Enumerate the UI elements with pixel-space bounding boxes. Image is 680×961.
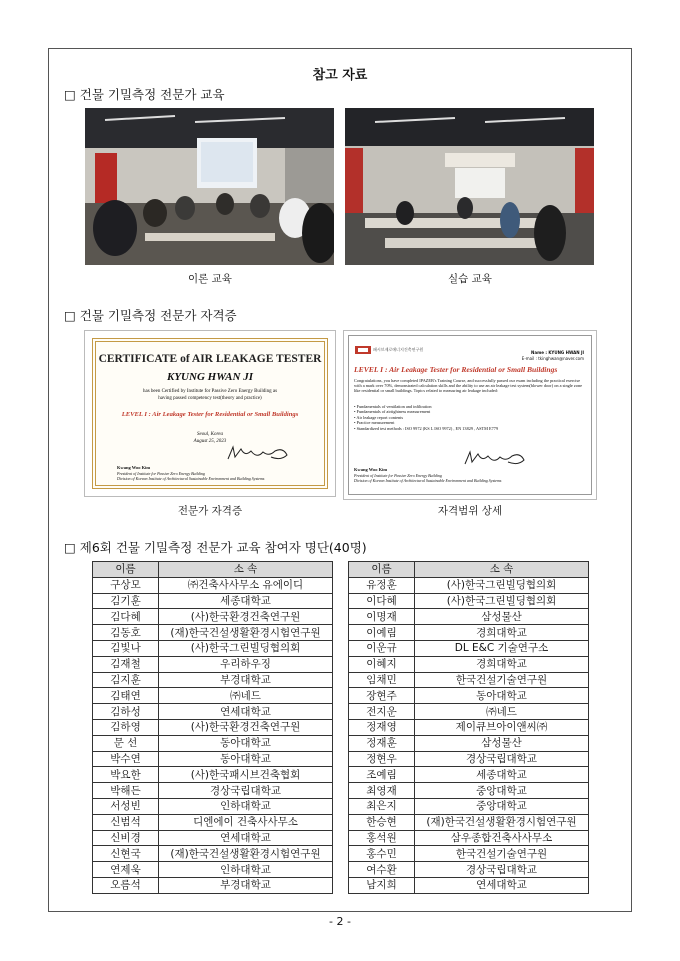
participant-affiliation: DL E&C 기술연구소	[415, 640, 589, 656]
page-number: - 2 -	[329, 915, 351, 928]
header-affiliation: 소 속	[415, 562, 589, 578]
participant-name: 정현우	[349, 751, 415, 767]
table-row	[349, 609, 589, 625]
participant-name: 이명재	[349, 609, 415, 625]
table-row	[349, 719, 589, 735]
scope-signer-role-2: Division of Korean Institute of Architectural Sustainable Environment and Building Systems	[354, 478, 502, 483]
participant-name: 홍수민	[349, 846, 415, 862]
participant-affiliation: 경희대학교	[415, 625, 589, 641]
participant-affiliation: 인하대학교	[159, 862, 333, 878]
table-row	[349, 735, 589, 751]
participant-name: 전지운	[349, 704, 415, 720]
scope-signer: Kwang Woo Kim	[354, 467, 388, 472]
table-row	[93, 862, 333, 878]
table-row	[93, 609, 333, 625]
table-row	[93, 577, 333, 593]
participant-name: 정재영	[349, 719, 415, 735]
section-heading-certificate: □ 건물 기밀측정 전문가 자격증	[64, 308, 237, 323]
participant-table-left	[92, 561, 333, 894]
participant-name: 최은지	[349, 798, 415, 814]
certificate-level: LEVEL I : Air Leakage Tester for Residential or Small Buildings	[121, 411, 299, 418]
participant-name: 구상모	[93, 577, 159, 593]
table-row	[349, 625, 589, 641]
header-affiliation: 소 속	[159, 562, 333, 578]
certificate-heading: CERTIFICATE of AIR LEAKAGE TESTER	[98, 353, 322, 365]
participant-affiliation: 중앙대학교	[415, 783, 589, 799]
participant-affiliation: 경상국립대학교	[159, 783, 333, 799]
table-row	[349, 593, 589, 609]
participant-name: 김하영	[93, 719, 159, 735]
participant-name: 김재철	[93, 656, 159, 672]
section-heading-participants: □ 제6회 건물 기밀측정 전문가 교육 참여자 명단(40명)	[64, 540, 367, 555]
participant-affiliation: ㈜네드	[415, 704, 589, 720]
table-row	[93, 846, 333, 862]
table-row	[349, 783, 589, 799]
participant-name: 박수연	[93, 751, 159, 767]
participant-name: 김기훈	[93, 593, 159, 609]
participant-name: 한승현	[349, 814, 415, 830]
scope-signature-graphic	[462, 448, 532, 470]
table-row	[349, 767, 589, 783]
certificate-date: August 25, 2023	[193, 439, 227, 444]
participant-name: 이예림	[349, 625, 415, 641]
table-row	[93, 877, 333, 893]
participant-name: 문 선	[93, 735, 159, 751]
participant-affiliation: 동아대학교	[159, 735, 333, 751]
participant-name: 서성빈	[93, 798, 159, 814]
table-row	[93, 814, 333, 830]
participant-name: 정재훈	[349, 735, 415, 751]
participant-name: 신범석	[93, 814, 159, 830]
table-row	[93, 656, 333, 672]
participant-name: 김지훈	[93, 672, 159, 688]
table-row	[349, 846, 589, 862]
participant-name: 김동호	[93, 625, 159, 641]
participant-affiliation: (사)한국환경건축연구원	[159, 719, 333, 735]
participant-name: 이운규	[349, 640, 415, 656]
certificate-image	[84, 330, 336, 497]
scope-paragraph: Congratulations, you have completed IPAZEB's Training Course, and successfully passed our exam including the practical exercise with a mark over 70%, demonstrated calculation skills and the ability to use an air leakage test system(blower door) on a single zone like residential or small buildings. Topics related to measuring air leakage included:	[354, 378, 583, 394]
participant-affiliation: (재)한국건설생활환경시험연구원	[415, 814, 589, 830]
participant-affiliation: (사)한국그린빌딩협의회	[415, 593, 589, 609]
table-row	[93, 625, 333, 641]
certificate-signer-role-1: President of Institute for Passive Zero Energy Building	[117, 471, 205, 476]
table-row	[93, 704, 333, 720]
participant-name: 김빛나	[93, 640, 159, 656]
theory-class-photo	[85, 108, 334, 265]
table-row	[349, 656, 589, 672]
participant-affiliation: 중앙대학교	[415, 798, 589, 814]
participant-affiliation: (사)한국환경건축연구원	[159, 609, 333, 625]
participant-table-right	[348, 561, 589, 894]
participant-affiliation: (사)한국그린빌딩협의회	[159, 640, 333, 656]
participant-name: 조예림	[349, 767, 415, 783]
participant-name: 박요한	[93, 767, 159, 783]
participant-name: 남지희	[349, 877, 415, 893]
table-header-row	[349, 562, 589, 578]
participant-affiliation: (재)한국건설생활환경시험연구원	[159, 625, 333, 641]
participant-affiliation: 한국건설기술연구원	[415, 672, 589, 688]
participant-affiliation: ㈜네드	[159, 688, 333, 704]
header-name: 이름	[349, 562, 415, 578]
participant-name: 박해든	[93, 783, 159, 799]
certificate-caption: 전문가 자격증	[177, 505, 243, 517]
table-row	[349, 704, 589, 720]
certificate-body-2: having passed competency test(theory and practice)	[158, 396, 262, 401]
participant-affiliation: 삼우종합건축사사무소	[415, 830, 589, 846]
table-row	[349, 798, 589, 814]
participant-name: 유정훈	[349, 577, 415, 593]
participant-name: 김다혜	[93, 609, 159, 625]
scope-bullet: • Practice measurement	[354, 420, 395, 426]
participant-affiliation: 삼성물산	[415, 609, 589, 625]
participant-affiliation: 한국건설기술연구원	[415, 846, 589, 862]
participant-name: 장현주	[349, 688, 415, 704]
scope-holder-name: Name : KYUNG HWAN JI	[531, 350, 584, 355]
participant-affiliation: 연세대학교	[159, 704, 333, 720]
certificate-signer: Kwang Woo Kim	[117, 465, 151, 470]
section-heading-training: □ 건물 기밀측정 전문가 교육	[64, 87, 225, 102]
practice-class-photo	[345, 108, 594, 265]
signature-graphic	[225, 443, 295, 465]
participant-name: 오름석	[93, 877, 159, 893]
scope-bullet: • Fundamentals of ventilation and infiltration	[354, 404, 432, 409]
table-header-row	[93, 562, 333, 578]
table-row	[349, 751, 589, 767]
participant-affiliation: 인하대학교	[159, 798, 333, 814]
table-row	[93, 688, 333, 704]
table-row	[349, 672, 589, 688]
participant-affiliation: 삼성물산	[415, 735, 589, 751]
theory-photo-caption: 이론 교육	[188, 273, 232, 285]
table-row	[349, 830, 589, 846]
participant-name: 김태연	[93, 688, 159, 704]
participant-affiliation: 연세대학교	[159, 830, 333, 846]
participant-name: 홍석원	[349, 830, 415, 846]
participant-name: 여수환	[349, 862, 415, 878]
participant-name: 연제욱	[93, 862, 159, 878]
participant-affiliation: 부경대학교	[159, 877, 333, 893]
scope-bullet: • Standardized test methods : ISO 9972 (KS L ISO 9972) , EN 13829 , ASTM E779	[354, 425, 499, 431]
table-row	[349, 577, 589, 593]
participant-name: 신현국	[93, 846, 159, 862]
participant-name: 최영재	[349, 783, 415, 799]
scope-bullet-list	[354, 404, 498, 431]
scope-holder-email: E-mail : tkinghwan@naver.com	[521, 356, 584, 361]
participant-name: 이혜지	[349, 656, 415, 672]
table-row	[349, 862, 589, 878]
certificate-holder-name: KYUNG HWAN JI	[167, 371, 253, 383]
table-row	[93, 751, 333, 767]
table-row	[93, 830, 333, 846]
participant-affiliation: 경상국립대학교	[415, 751, 589, 767]
participant-affiliation: 경희대학교	[415, 656, 589, 672]
participant-affiliation: 세종대학교	[159, 593, 333, 609]
table-row	[93, 640, 333, 656]
scope-bullet: • Air leakage report contents	[354, 414, 403, 420]
table-row	[349, 877, 589, 893]
participant-affiliation: ㈜건축사사무소 유에이디	[159, 577, 333, 593]
participant-name: 김하성	[93, 704, 159, 720]
institute-logo-icon	[355, 346, 371, 354]
scope-signer-role-1: President of Institute for Passive Zero Energy Building	[354, 473, 442, 478]
table-row	[93, 798, 333, 814]
header-name: 이름	[93, 562, 159, 578]
participant-affiliation: 부경대학교	[159, 672, 333, 688]
scope-bullet: • Fundamentals of airtightness measurement	[354, 409, 431, 415]
certificate-signer-role-2: Division of Korean Institute of Architectural Sustainable Environment and Building Systems	[117, 476, 265, 481]
participant-affiliation: 세종대학교	[415, 767, 589, 783]
table-row	[93, 783, 333, 799]
institute-name: 패시브제로에너지건축연구원	[373, 347, 424, 352]
table-row	[349, 814, 589, 830]
page-title: 참고 자료	[312, 68, 368, 83]
table-row	[349, 688, 589, 704]
participant-name: 임채민	[349, 672, 415, 688]
practice-photo-caption: 실습 교육	[448, 273, 492, 285]
certificate-body-1: has been Certified by Institute for Passive Zero Energy Building as	[142, 389, 278, 394]
scope-level: LEVEL I : Air Leakage Tester for Residential or Small Buildings	[354, 365, 558, 374]
participant-affiliation: 동아대학교	[415, 688, 589, 704]
table-row	[93, 593, 333, 609]
participant-affiliation: 디엔에이 건축사사무소	[159, 814, 333, 830]
participant-affiliation: (재)한국건설생활환경시험연구원	[159, 846, 333, 862]
table-row	[93, 767, 333, 783]
participant-name: 신비경	[93, 830, 159, 846]
participant-affiliation: 연세대학교	[415, 877, 589, 893]
table-row	[93, 719, 333, 735]
table-row	[93, 735, 333, 751]
participant-affiliation: 제이큐브아이앤씨㈜	[415, 719, 589, 735]
certificate-scope-caption: 자격범위 상세	[437, 505, 503, 517]
table-row	[93, 672, 333, 688]
certificate-scope-image	[343, 330, 597, 500]
table-row	[349, 640, 589, 656]
participant-name: 이다혜	[349, 593, 415, 609]
participant-affiliation: 우리하우징	[159, 656, 333, 672]
certificate-place: Seoul, Korea	[197, 432, 223, 437]
participant-affiliation: (사)한국그린빌딩협의회	[415, 577, 589, 593]
participant-affiliation: 경상국립대학교	[415, 862, 589, 878]
participant-affiliation: (사)한국패시브건축협회	[159, 767, 333, 783]
participant-affiliation: 동아대학교	[159, 751, 333, 767]
